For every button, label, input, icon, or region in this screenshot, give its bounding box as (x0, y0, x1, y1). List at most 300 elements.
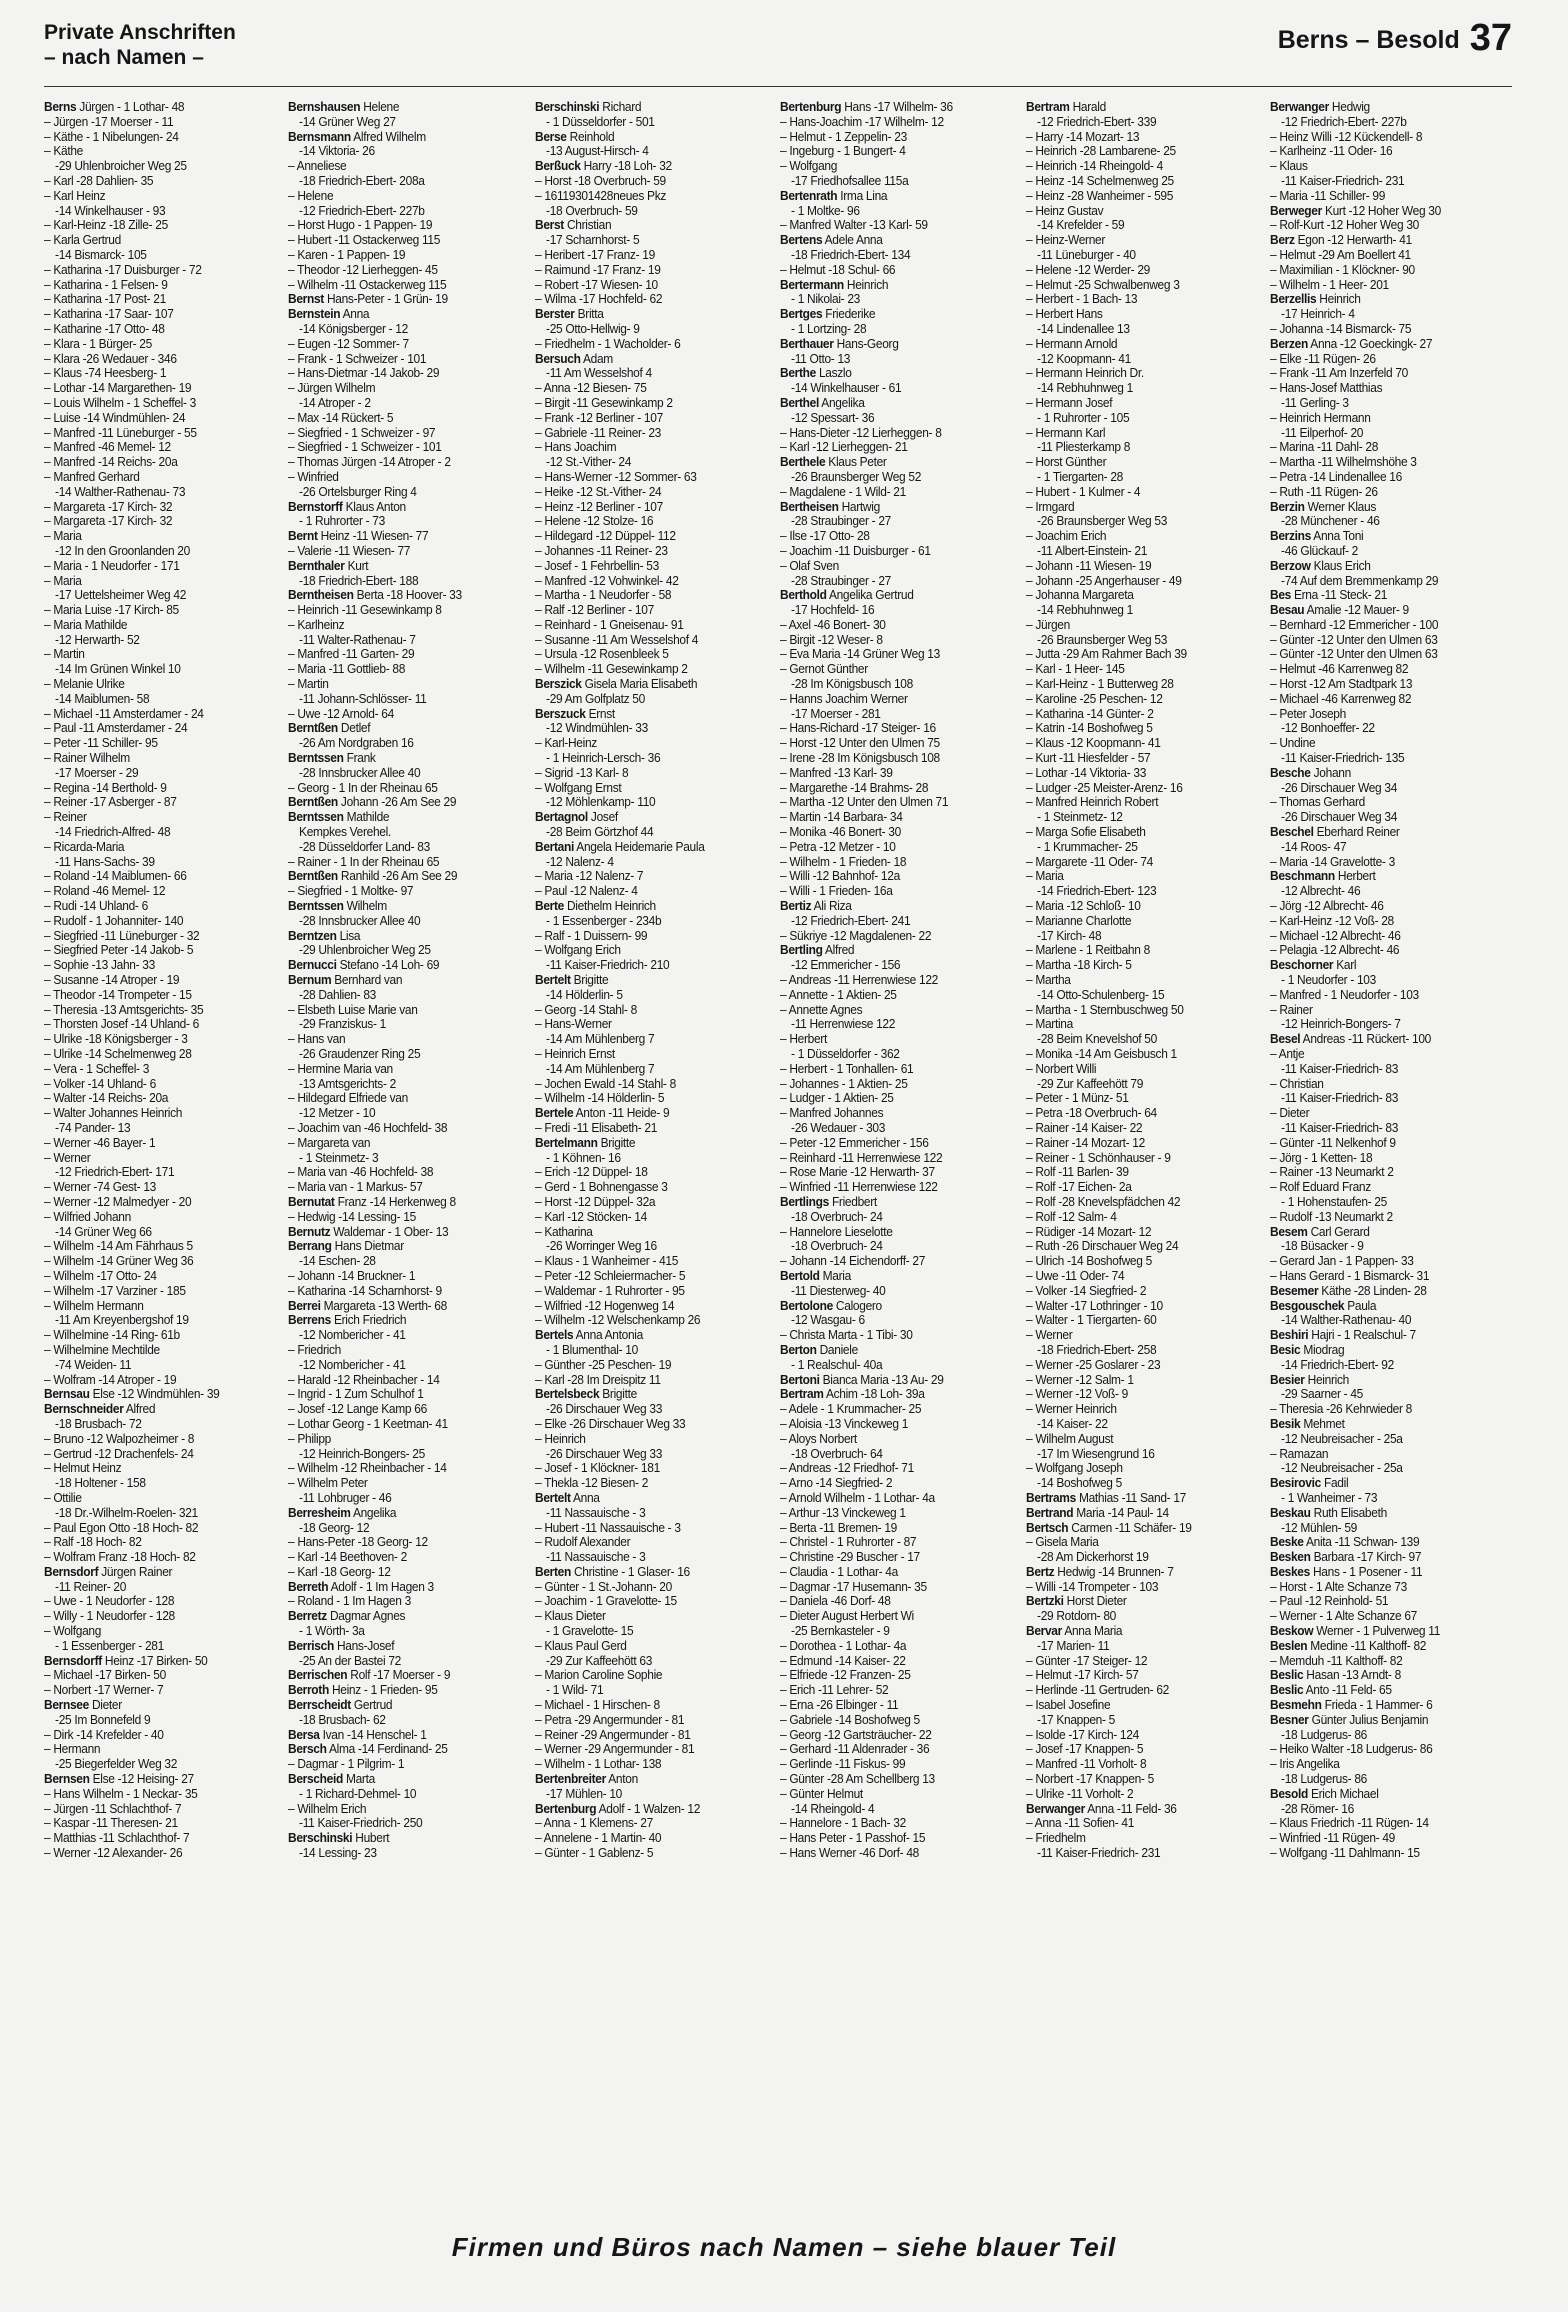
directory-entry: -14 Im Grünen Winkel 10 (55, 662, 181, 677)
directory-entry: – Elke -26 Dirschauer Weg 33 (535, 1416, 686, 1431)
directory-entry: – Roland -14 Maiblumen- 66 (44, 869, 187, 884)
directory-entry: – Gisela Maria (1026, 1535, 1099, 1550)
directory-entry: -11 Herrenwiese 122 (791, 1017, 896, 1032)
directory-entry: – Jürgen Wilhelm (288, 381, 376, 396)
directory-entry: – Werner -12 Voß- 9 (1026, 1387, 1129, 1402)
entry-surname: Bertzki (1026, 1594, 1064, 1609)
entry-surname: Bertsch (1026, 1520, 1069, 1535)
directory-entry: – Heinz Willi -12 Kückendell- 8 (1270, 129, 1423, 144)
directory-entry: -25 Otto-Hellwig- 9 (546, 321, 640, 336)
directory-entry: – Heike -12 St.-Vither- 24 (535, 484, 662, 499)
directory-entry: Bertenburg Hans -17 Wilhelm- 36 (780, 100, 953, 114)
directory-entry: -11 Otto- 13 (791, 351, 851, 366)
directory-entry: – Günther -25 Peschen- 19 (535, 1357, 672, 1372)
directory-entry: Bertrand Maria -14 Paul- 14 (1026, 1505, 1169, 1520)
entry-surname: Berweger (1270, 203, 1322, 218)
entry-surname: Berntßen (288, 795, 338, 810)
directory-entry: – Maria (44, 573, 82, 588)
directory-entry: – Petra -29 Angermunder - 81 (535, 1712, 685, 1727)
directory-entry: – Annette - 1 Aktien- 25 (780, 987, 897, 1002)
directory-entry: -29 Uhlenbroicher Weg 25 (299, 943, 431, 958)
directory-entry: -12 In den Groonlanden 20 (55, 543, 190, 558)
directory-entry: -18 Brusbach- 72 (55, 1416, 142, 1431)
directory-entry: – Hans Peter - 1 Passhof- 15 (780, 1831, 926, 1846)
directory-entry: - 1 Moltke- 96 (791, 203, 860, 218)
directory-entry: -18 Friedrich-Ebert- 188 (299, 573, 419, 588)
directory-entry: – Maximilian - 1 Klöckner- 90 (1270, 262, 1415, 277)
directory-entry: - 1 Ruhrorter - 73 (299, 514, 385, 529)
directory-entry: – Margareta van (288, 1135, 371, 1150)
entry-surname: Bertold (780, 1268, 820, 1283)
directory-entry: -11 Am Kreyenbergshof 19 (55, 1313, 189, 1328)
directory-entry: -12 Nombericher - 41 (299, 1357, 406, 1372)
directory-entry: Bersch Alma -14 Ferdinand- 25 (288, 1742, 448, 1757)
entry-surname: Besner (1270, 1712, 1309, 1727)
directory-entry: Berweger Kurt -12 Hoher Weg 30 (1270, 203, 1441, 218)
directory-entry: – Rainer - 1 In der Rheinau 65 (288, 854, 440, 869)
directory-entry: – Klara -26 Wedauer - 346 (44, 351, 177, 366)
directory-entry: – Ulrike -18 Königsberger - 3 (44, 1032, 188, 1047)
directory-entry: -12 Möhlenkamp- 110 (546, 795, 656, 810)
directory-entry: – Ruth -26 Dirschauer Weg 24 (1026, 1239, 1179, 1254)
directory-entry: – Margareta -17 Kirch- 32 (44, 499, 173, 514)
entry-surname: Berte (535, 899, 564, 914)
directory-entry: -11 Nassauische - 3 (546, 1550, 646, 1565)
entry-surname: Bertrand (1026, 1505, 1074, 1520)
directory-entry: Bertrams Mathias -11 Sand- 17 (1026, 1490, 1186, 1505)
page-footer: Firmen und Büros nach Namen – siehe blauer Teil (451, 2232, 1117, 2262)
directory-entry: – Willi -12 Bahnhof- 12a (780, 869, 900, 884)
directory-entry: – Werner (44, 1150, 91, 1165)
directory-entry: – Helmut -29 Am Boellert 41 (1270, 247, 1411, 262)
directory-entry: – Maria (1026, 869, 1064, 884)
directory-entry: -26 Worringer Weg 16 (546, 1239, 657, 1254)
directory-entry: Bernshausen Helene (288, 100, 400, 114)
directory-entry: Bernstorff Klaus Anton (288, 499, 406, 514)
entry-surname: Bertagnol (535, 810, 588, 825)
directory-entry: -12 Windmühlen- 33 (546, 721, 648, 736)
directory-entry: – Undine (1270, 736, 1316, 751)
directory-entry: -18 Overbruch- 64 (791, 1446, 883, 1461)
directory-entry: – Marianne Charlotte (1026, 913, 1132, 928)
directory-entry: – Rüdiger -14 Mozart- 12 (1026, 1224, 1152, 1239)
directory-entry: – Heinz -28 Wanheimer - 595 (1026, 188, 1174, 203)
directory-entry: -11 Kaiser-Friedrich- 231 (1037, 1846, 1161, 1861)
directory-entry: Beslen Medine -11 Kalthoff- 82 (1270, 1638, 1427, 1653)
directory-entry: – Paul -12 Nalenz- 4 (535, 884, 638, 899)
directory-entry: – Maria Mathilde (44, 617, 128, 632)
directory-entry: – Rudi -14 Uhland- 6 (44, 899, 148, 914)
directory-entry: – Manfred -14 Reichs- 20a (44, 455, 178, 470)
directory-entry: – Reinhard -11 Herrenwiese 122 (780, 1150, 943, 1165)
directory-entry: – Manfred Walter -13 Karl- 59 (780, 218, 928, 233)
entry-surname: Bertenbreiter (535, 1772, 606, 1787)
directory-entry: – Heinrich -28 Lambarene- 25 (1026, 144, 1176, 159)
entry-surname: Berthe (780, 366, 816, 381)
directory-entry: – Reinhard - 1 Gneisenau- 91 (535, 617, 684, 632)
entry-surname: Besik (1270, 1416, 1301, 1431)
entry-surname: Berzow (1270, 558, 1311, 573)
directory-entry: – Hildegard -12 Düppel- 112 (535, 529, 676, 544)
directory-entry: – Michael -17 Birken- 50 (44, 1668, 166, 1683)
directory-entry: – Margarete -11 Oder- 74 (1026, 854, 1154, 869)
directory-entry: -12 Mühlen- 59 (1281, 1520, 1357, 1535)
directory-entry: Berzellis Heinrich (1270, 292, 1361, 307)
directory-entry: Bertram Harald (1026, 100, 1106, 114)
directory-entry: - 1 Lortzing- 28 (791, 321, 867, 336)
directory-entry: – Katharina -14 Günter- 2 (1026, 706, 1154, 721)
entry-surname: Berwanger (1026, 1801, 1085, 1816)
directory-entry: – Rainer (1270, 1002, 1313, 1017)
directory-entry: Berrens Erich Friedrich (288, 1313, 407, 1328)
directory-entry: – Axel -46 Bonert- 30 (780, 617, 886, 632)
directory-entry: -11 Kaiser-Friedrich- 83 (1281, 1061, 1399, 1076)
header-rule (44, 86, 1512, 87)
directory-entry: – Berta -11 Bremen- 19 (780, 1520, 898, 1535)
directory-entry: – Rudolf - 1 Johanniter- 140 (44, 913, 184, 928)
directory-entry: -26 Dirschauer Weg 33 (546, 1446, 663, 1461)
column-6 (1270, 100, 1506, 2220)
directory-entry: – Ilse -17 Otto- 28 (780, 529, 870, 544)
directory-entry: – Fredi -11 Elisabeth- 21 (535, 1120, 658, 1135)
entry-surname: Berreth (288, 1579, 329, 1594)
directory-entry: – Gerhard -11 Aldenrader - 36 (780, 1742, 930, 1757)
directory-entry: -17 Moerser - 29 (55, 765, 139, 780)
entry-surname: Berthold (780, 588, 827, 603)
directory-entry: Berntssen Wilhelm (288, 899, 387, 914)
directory-entry: – Joachim - 1 Gravelotte- 15 (535, 1594, 677, 1609)
directory-entry: – Heinz Gustav (1026, 203, 1104, 218)
directory-entry: – Luise -14 Windmühlen- 24 (44, 410, 186, 425)
entry-surname: Beslic (1270, 1683, 1304, 1698)
directory-entry: Berroth Heinz - 1 Frieden- 95 (288, 1683, 438, 1698)
directory-entry: -12 Bonhoeffer- 22 (1281, 721, 1375, 736)
directory-entry: – Wilhelm Hermann (44, 1298, 144, 1313)
entry-surname: Bertolone (780, 1298, 833, 1313)
entry-surname: Berschinski (535, 100, 600, 114)
directory-entry: - 1 Düsseldorfer - 501 (546, 114, 655, 129)
directory-entry: – Gabriele -11 Reiner- 23 (535, 425, 662, 440)
directory-entry: - 1 Essenberger - 281 (55, 1638, 164, 1653)
directory-entry: – Hermann (44, 1742, 101, 1757)
directory-entry: – Heinz-Werner (1026, 233, 1106, 248)
page-number: 37 (1469, 17, 1512, 59)
page-range-header (1277, 17, 1512, 59)
directory-entry: -11 Gerling- 3 (1281, 395, 1349, 410)
directory-entry: – Michael -11 Amsterdamer - 24 (44, 706, 204, 721)
directory-entry: Beschel Eberhard Reiner (1270, 825, 1400, 840)
directory-entry: – Hans Joachim (535, 440, 617, 455)
directory-entry: – Hans-Richard -17 Steiger- 16 (780, 721, 936, 736)
directory-entry: – Martha - 1 Neudorfer - 58 (535, 588, 672, 603)
entry-surname: Berretz (288, 1609, 327, 1624)
directory-entry: – Norbert Willi (1026, 1061, 1097, 1076)
directory-entry: – Herbert (780, 1032, 827, 1047)
directory-entry: Berntheisen Berta -18 Hoover- 33 (288, 588, 462, 603)
entry-surname: Berthele (780, 455, 826, 470)
directory-entry: Bertagnol Josef (535, 810, 618, 825)
directory-entry: -12 Nombericher - 41 (299, 1328, 406, 1343)
directory-entry: Berse Reinhold (535, 129, 615, 144)
directory-entry: – Monika -46 Bonert- 30 (780, 825, 901, 840)
directory-entry: – Louis Wilhelm - 1 Scheffel- 3 (44, 395, 197, 410)
directory-entry: Berns Jürgen - 1 Lothar- 48 (44, 100, 185, 114)
directory-entry: -28 Dahlien- 83 (299, 987, 376, 1002)
directory-entry: -17 Knappen- 5 (1037, 1712, 1115, 1727)
directory-entry: – Helmut Heinz (44, 1461, 122, 1476)
directory-entry: – Klaus -74 Heesberg- 1 (44, 366, 167, 381)
directory-entry: Besier Heinrich (1270, 1372, 1349, 1387)
directory-entry: – Helmut -46 Karrenweg 82 (1270, 662, 1409, 677)
directory-entry: -11 Kaiser-Friedrich- 210 (546, 958, 670, 973)
directory-entry: – Thomas Jürgen -14 Atroper - 2 (288, 455, 451, 470)
entry-surname: Bes (1270, 588, 1291, 603)
directory-entry: – Dieter (1270, 1106, 1310, 1121)
directory-entry: – Werner - 1 Alte Schanze 67 (1270, 1609, 1417, 1624)
entry-surname: Besold (1270, 1786, 1308, 1801)
entry-surname: Besemer (1270, 1283, 1319, 1298)
directory-entry: Berresheim Angelika (288, 1505, 397, 1520)
directory-entry: – Wolfgang -11 Dahlmann- 15 (1270, 1846, 1420, 1861)
entry-surname: Berntssen (288, 899, 344, 914)
directory-entry: – Wilhelm -14 Hölderlin- 5 (535, 1091, 665, 1106)
directory-entry: Bernutz Waldemar - 1 Ober- 13 (288, 1224, 449, 1239)
directory-entry: Berrisch Hans-Josef (288, 1638, 395, 1653)
directory-entry: -28 Im Königsbusch 108 (791, 677, 913, 692)
directory-entry: – Rolf -17 Eichen- 2a (1026, 1180, 1132, 1195)
directory-entry: -14 Königsberger - 12 (299, 321, 408, 336)
directory-entry: – Uwe -12 Arnold- 64 (288, 706, 394, 721)
directory-entry: -18 Büsacker - 9 (1281, 1239, 1364, 1254)
directory-entry: Bertermann Heinrich (780, 277, 889, 292)
entry-surname: Beschorner (1270, 958, 1334, 973)
directory-entry: – Hans-Dietmar -14 Jakob- 29 (288, 366, 440, 381)
directory-entry: Berthauer Hans-Georg (780, 336, 899, 351)
entry-surname: Bertiz (780, 899, 812, 914)
entry-surname: Bertges (780, 307, 823, 322)
entry-surname: Besier (1270, 1372, 1305, 1387)
directory-entry: – Karl -28 Im Dreispitz 11 (535, 1372, 661, 1387)
directory-entry: – Paul -11 Amsterdamer - 24 (44, 721, 188, 736)
directory-entry: Bernsdorf Jürgen Rainer (44, 1564, 173, 1579)
directory-entry: – Wilhelmine -14 Ring- 61b (44, 1328, 180, 1343)
directory-entry: -28 Beim Knevelshof 50 (1037, 1032, 1157, 1047)
directory-entry: – Gerd - 1 Bohnengasse 3 (535, 1180, 668, 1195)
entry-surname: Beskow (1270, 1624, 1314, 1639)
directory-entry: – Wilhelm Erich (288, 1801, 367, 1816)
directory-entry: Berrang Hans Dietmar (288, 1239, 404, 1254)
directory-entry: – Klaus (1270, 159, 1308, 174)
directory-entry: -18 Overbruch- 59 (546, 203, 638, 218)
directory-entry: – Bruno -12 Walpozheimer - 8 (44, 1431, 195, 1446)
directory-entry: -28 Münchener - 46 (1281, 514, 1380, 529)
directory-entry: – Walter -17 Lothringer - 10 (1026, 1298, 1163, 1313)
directory-entry: – Monika -14 Am Geisbusch 1 (1026, 1047, 1177, 1061)
directory-entry: – Annette Agnes (780, 1002, 863, 1017)
directory-entry: – Wilfried Johann (44, 1209, 131, 1224)
directory-entry: Bertani Angela Heidemarie Paula (535, 839, 705, 854)
directory-entry: – Martina (1026, 1017, 1073, 1032)
directory-entry: -18 Ludgerus- 86 (1281, 1727, 1367, 1742)
directory-entry: – Manfred -11 Garten- 29 (288, 647, 415, 662)
directory-entry: – Gerlinde -11 Fiskus- 99 (780, 1757, 906, 1772)
entry-surname: Bertelt (535, 1490, 571, 1505)
directory-entry: – Roland -46 Memel- 12 (44, 884, 166, 899)
directory-entry: -18 Overbruch- 24 (791, 1209, 883, 1224)
directory-entry: – Werner -46 Bayer- 1 (44, 1135, 156, 1150)
entry-surname: Berntßen (288, 721, 338, 736)
directory-entry: – Manfred Gerhard (44, 469, 140, 484)
directory-entry: – Wilhelm -17 Otto- 24 (44, 1268, 157, 1283)
directory-entry: – Herlinde -11 Gertruden- 62 (1026, 1683, 1170, 1698)
entry-surname: Bertoni (780, 1372, 820, 1387)
directory-entry: – Hubert - 1 Kulmer - 4 (1026, 484, 1141, 499)
directory-entry: Berschinski Hubert (288, 1831, 390, 1846)
directory-entry: – Helene -12 Stolze- 16 (535, 514, 654, 529)
directory-entry: -14 Krefelder - 59 (1037, 218, 1125, 233)
directory-entry: Berten Christine - 1 Glaser- 16 (535, 1564, 690, 1579)
directory-entry: – Jutta -29 Am Rahmer Bach 39 (1026, 647, 1187, 662)
directory-entry: – Marion Caroline Sophie (535, 1668, 663, 1683)
directory-entry: Bervar Anna Maria (1026, 1624, 1123, 1639)
directory-entry: – Manfred -12 Vohwinkel- 42 (535, 573, 679, 588)
directory-entry: – Wilhelm - 1 Frieden- 18 (780, 854, 907, 869)
directory-entry: Bertram Achim -18 Loh- 39a (780, 1387, 925, 1402)
directory-entry: -14 Friedrich-Alfred- 48 (55, 825, 171, 840)
directory-entry: -12 Koopmann- 41 (1037, 351, 1131, 366)
directory-entry: -17 Mühlen- 10 (546, 1786, 622, 1801)
directory-entry: Berwanger Anna -11 Feld- 36 (1026, 1801, 1177, 1816)
directory-entry: Bertling Alfred (780, 943, 855, 958)
directory-entry: – Maria -12 Schloß- 10 (1026, 899, 1141, 914)
directory-entry: -25 An der Bastei 72 (299, 1653, 401, 1668)
directory-entry: Berretz Dagmar Agnes (288, 1609, 406, 1624)
directory-entry: Bertelmann Brigitte (535, 1135, 636, 1150)
directory-entry: – Petra -18 Overbruch- 64 (1026, 1106, 1157, 1121)
directory-entry: – Werner -12 Malmedyer - 20 (44, 1194, 192, 1209)
directory-entry: -28 Am Dickerhorst 19 (1037, 1550, 1149, 1565)
directory-entry: – Irene -28 Im Königsbusch 108 (780, 751, 940, 766)
directory-entry: -12 Herwarth- 52 (55, 632, 140, 647)
directory-entry: – Siegfried Peter -14 Jakob- 5 (44, 943, 194, 958)
directory-entry: – Katharina -17 Saar- 107 (44, 307, 174, 322)
directory-entry: -28 Straubinger - 27 (791, 573, 891, 588)
directory-entry: Bertelt Anna (535, 1490, 600, 1505)
directory-entry: – Pelagia -12 Albrecht- 46 (1270, 943, 1400, 958)
directory-entry: – Karl -12 Lierheggen- 21 (780, 440, 908, 455)
directory-entry: – Manfred -13 Karl- 39 (780, 765, 893, 780)
entry-surname: Besic (1270, 1342, 1301, 1357)
entry-surname: Berntßen (288, 869, 338, 884)
directory-entry: – Olaf Sven (780, 558, 839, 573)
entry-surname: Bersch (288, 1742, 327, 1757)
directory-entry: – Wolfram Franz -18 Hoch- 82 (44, 1550, 196, 1565)
directory-entry: – Eva Maria -14 Grüner Weg 13 (780, 647, 940, 662)
directory-entry: – Günter -17 Steiger- 12 (1026, 1653, 1148, 1668)
column-2 (288, 100, 524, 2220)
directory-entry: – Lothar Georg - 1 Keetman- 41 (288, 1416, 448, 1431)
directory-entry: -26 Braunsberger Weg 53 (1037, 514, 1168, 529)
directory-entry: – Dieter August Herbert Wi (780, 1609, 914, 1624)
directory-entry: Bertiz Ali Riza (780, 899, 852, 914)
directory-entry: – Maria -11 Schiller- 99 (1270, 188, 1386, 203)
directory-entry: Besemer Käthe -28 Linden- 28 (1270, 1283, 1427, 1298)
directory-entry: -12 Friedrich-Ebert- 227b (299, 203, 425, 218)
section-title-line1: Private Anschriften (44, 21, 236, 44)
directory-entry: -14 Kaiser- 22 (1037, 1416, 1108, 1431)
directory-entry: – Wilhelm -11 Gesewinkamp 2 (535, 662, 688, 677)
directory-entry: -28 Römer- 16 (1281, 1801, 1354, 1816)
directory-entry: Besold Erich Michael (1270, 1786, 1379, 1801)
directory-entry: – Walter - 1 Tiergarten- 60 (1026, 1313, 1157, 1328)
directory-entry: Bertoni Bianca Maria -13 Au- 29 (780, 1372, 944, 1387)
directory-entry: -14 Friedrich-Ebert- 92 (1281, 1357, 1394, 1372)
directory-entry: – Anna -11 Sofien- 41 (1026, 1816, 1135, 1831)
directory-entry: – Kurt -11 Hiesfelder - 57 (1026, 751, 1151, 766)
directory-entry: -14 Boshofweg 5 (1037, 1476, 1122, 1491)
directory-entry: Berrei Margareta -13 Werth- 68 (288, 1298, 447, 1313)
directory-entry: – Margarethe -14 Brahms- 28 (780, 780, 929, 795)
directory-entry: – Horst -18 Overbruch- 59 (535, 173, 666, 188)
directory-entry: – Walter Johannes Heinrich (44, 1106, 183, 1121)
directory-entry: -29 Saarner - 45 (1281, 1387, 1363, 1402)
entry-surname: Beslen (1270, 1638, 1308, 1653)
directory-entry: Bertelsbeck Brigitte (535, 1387, 637, 1402)
directory-entry: – Rolf -12 Salm- 4 (1026, 1209, 1117, 1224)
directory-entry: Besel Andreas -11 Rückert- 100 (1270, 1032, 1431, 1047)
directory-entry: -26 Dirschauer Weg 34 (1281, 780, 1398, 795)
entry-surname: Bernstorff (288, 499, 343, 514)
directory-entry: Berntssen Frank (288, 751, 376, 766)
directory-entry: – Waldemar - 1 Ruhrorter - 95 (535, 1283, 685, 1298)
entry-surname: Berntheisen (288, 588, 354, 603)
directory-entry: Bertens Adele Anna (780, 233, 883, 248)
entry-surname: Bernsee (44, 1698, 89, 1713)
directory-entry: – Volker -14 Siegfried- 2 (1026, 1283, 1147, 1298)
entry-surname: Berschinski (288, 1831, 353, 1846)
directory-entry: – Jörg - 1 Ketten- 18 (1270, 1150, 1373, 1165)
directory-entry: -11 Kaiser-Friedrich- 83 (1281, 1091, 1399, 1106)
directory-entry: Berzins Anna Toni (1270, 529, 1364, 544)
entry-surname: Bersuch (535, 351, 581, 366)
directory-entry: – Martin (44, 647, 85, 662)
directory-entry: – Karlheinz -11 Oder- 16 (1270, 144, 1393, 159)
directory-entry: Berntssen Mathilde (288, 810, 390, 825)
directory-entry: – Valerie -11 Wiesen- 77 (288, 543, 411, 558)
directory-entry: Besem Carl Gerard (1270, 1224, 1370, 1239)
directory-entry: – Jürgen -11 Schlachthof- 7 (44, 1801, 182, 1816)
directory-entry: -11 Kaiser-Friedrich- 250 (299, 1816, 423, 1831)
directory-entry: - 1 Steinmetz- 12 (1037, 810, 1123, 825)
directory-entry: Bertele Anton -11 Heide- 9 (535, 1106, 670, 1121)
directory-entry: -29 Am Golfplatz 50 (546, 691, 645, 706)
directory-entry: – Ralf - 1 Duissern- 99 (535, 928, 648, 943)
directory-entry: – Wilhelm - 1 Heer- 201 (1270, 277, 1389, 292)
directory-entry: Berwanger Hedwig (1270, 100, 1370, 114)
directory-entry: – Herbert Hans (1026, 307, 1103, 322)
directory-entry: Bertlings Friedbert (780, 1194, 877, 1209)
directory-entry: -11 Walter-Rathenau- 7 (299, 632, 416, 647)
directory-entry: – Katharina -17 Duisburger - 72 (44, 262, 202, 277)
directory-entry: - 1 Nikolai- 23 (791, 292, 860, 307)
directory-entry: – Rolf -11 Barlen- 39 (1026, 1165, 1129, 1180)
directory-entry: – Klaus Paul Gerd (535, 1638, 627, 1653)
directory-entry: – Ricarda-Maria (44, 839, 125, 854)
directory-entry: – Hanns Joachim Werner (780, 691, 908, 706)
directory-entry: – Wilma -17 Hochfeld- 62 (535, 292, 663, 307)
directory-entry: – Karl-Heinz - 1 Butterweg 28 (1026, 677, 1174, 692)
entry-surname: Bernucci (288, 958, 337, 973)
